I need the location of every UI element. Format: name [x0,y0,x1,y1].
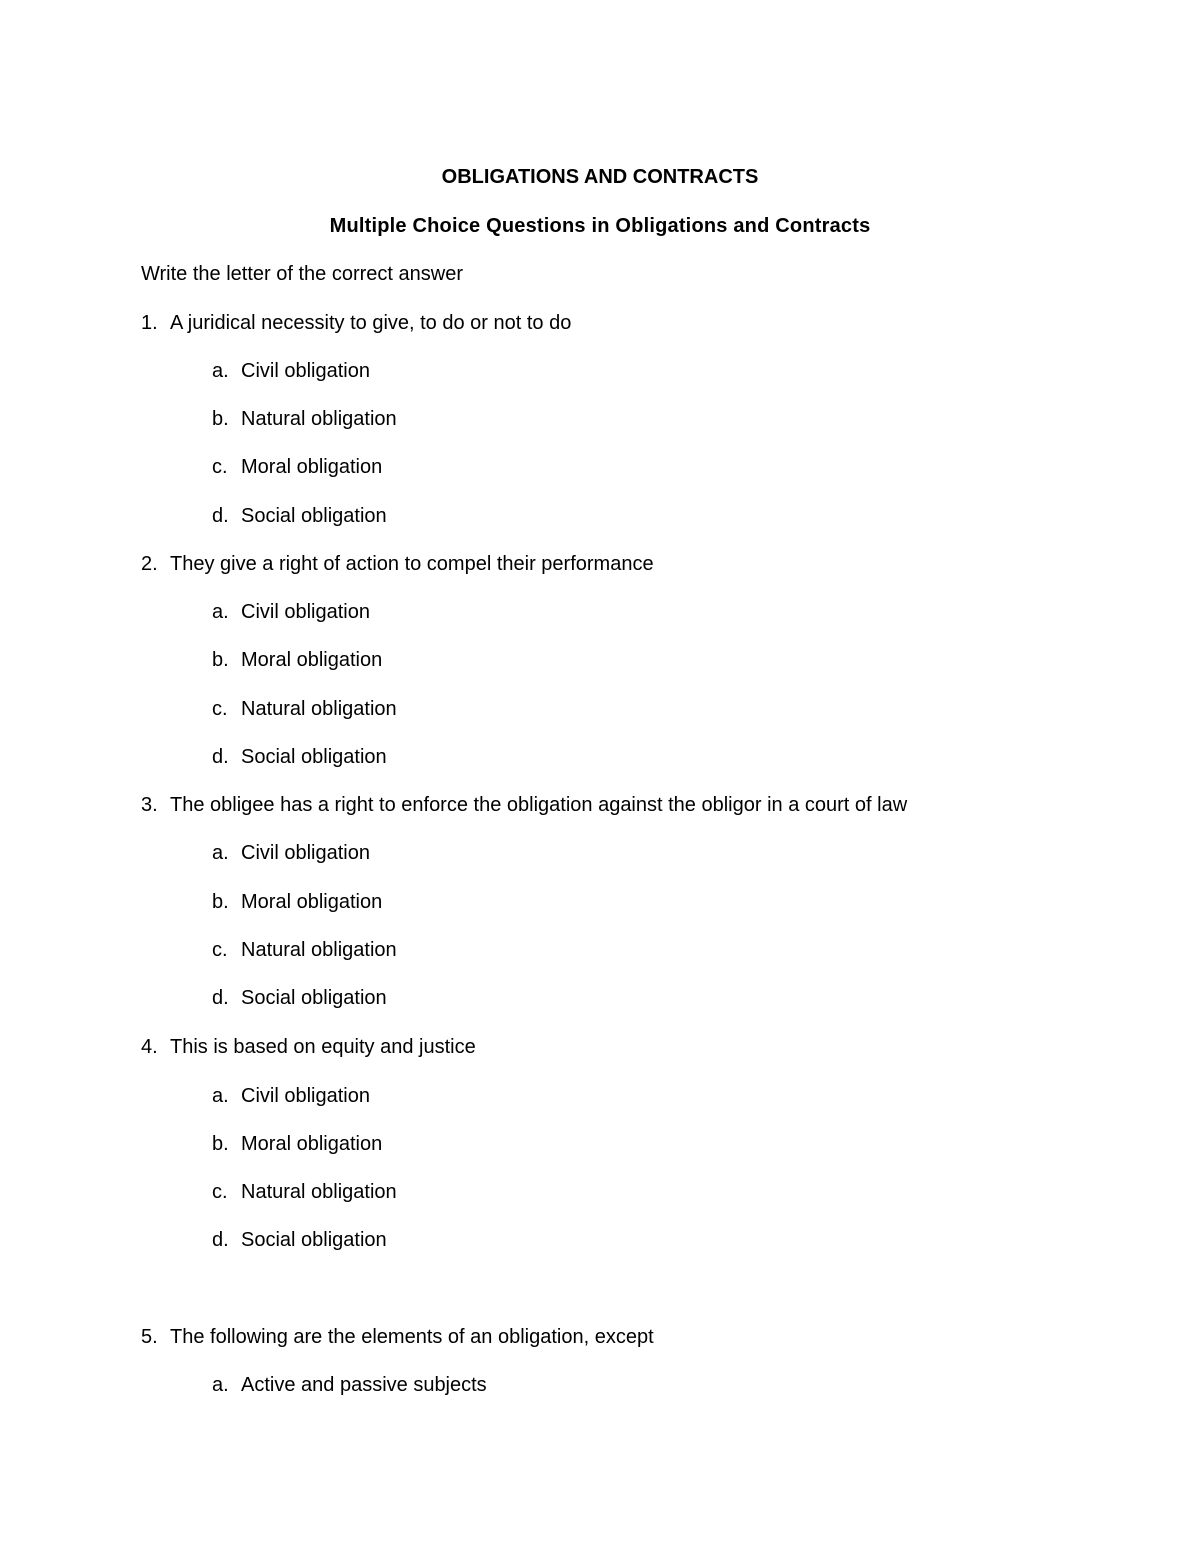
option-3d [212,986,387,1010]
option-letter: c. [212,456,228,478]
question-text: They give a right of action to compel their performance [170,553,654,575]
option-3c [212,938,397,962]
option-letter: d. [212,987,229,1009]
question-number: 5. [141,1326,158,1348]
option-letter: a. [212,601,229,623]
question-text: The following are the elements of an obligation, except [170,1326,654,1348]
question-text: A juridical necessity to give, to do or not to do [170,312,572,334]
document-title: OBLIGATIONS AND CONTRACTS [441,166,759,188]
option-letter: d. [212,505,229,527]
option-text: Social obligation [241,987,387,1009]
question-1 [141,311,571,335]
option-2c [212,697,397,721]
option-letter: c. [212,939,228,961]
option-4c [212,1180,397,1204]
option-2a [212,600,370,624]
option-2d [212,745,387,769]
question-number: 4. [141,1036,158,1058]
option-text: Active and passive subjects [241,1374,487,1396]
option-text: Civil obligation [241,601,370,623]
question-number: 1. [141,312,158,334]
option-4b [212,1132,382,1156]
option-letter: a. [212,1085,229,1107]
question-3 [141,793,907,817]
option-text: Natural obligation [241,698,397,720]
option-1c [212,455,382,479]
option-text: Moral obligation [241,649,383,671]
option-letter: b. [212,891,229,913]
option-5a [212,1373,487,1397]
option-text: Moral obligation [241,891,383,913]
option-letter: b. [212,649,229,671]
option-text: Moral obligation [241,1133,383,1155]
option-4d [212,1228,387,1252]
question-text: This is based on equity and justice [170,1036,476,1058]
option-letter: a. [212,842,229,864]
option-text: Natural obligation [241,1181,397,1203]
option-1b [212,407,397,431]
question-4 [141,1035,476,1059]
question-number: 2. [141,553,158,575]
option-1d [212,504,387,528]
option-text: Social obligation [241,505,387,527]
option-letter: c. [212,698,228,720]
option-text: Natural obligation [241,408,397,430]
instructions-text: Write the letter of the correct answer [141,263,463,285]
option-3a [212,841,370,865]
option-2b [212,648,382,672]
option-text: Civil obligation [241,1085,370,1107]
option-letter: a. [212,1374,229,1396]
question-text: The obligee has a right to enforce the obligation against the obligor in a court of law [170,794,908,816]
option-text: Natural obligation [241,939,397,961]
option-1a [212,359,370,383]
question-number: 3. [141,794,158,816]
option-text: Civil obligation [241,842,370,864]
option-letter: a. [212,360,229,382]
option-text: Social obligation [241,746,387,768]
question-5 [141,1325,654,1349]
question-2 [141,552,654,576]
option-text: Civil obligation [241,360,370,382]
option-3b [212,890,382,914]
option-text: Moral obligation [241,456,383,478]
option-letter: b. [212,1133,229,1155]
option-letter: d. [212,1229,229,1251]
option-letter: b. [212,408,229,430]
option-letter: c. [212,1181,228,1203]
option-4a [212,1084,370,1108]
option-letter: d. [212,746,229,768]
option-text: Social obligation [241,1229,387,1251]
document-subtitle: Multiple Choice Questions in Obligations and Contracts [329,215,871,237]
